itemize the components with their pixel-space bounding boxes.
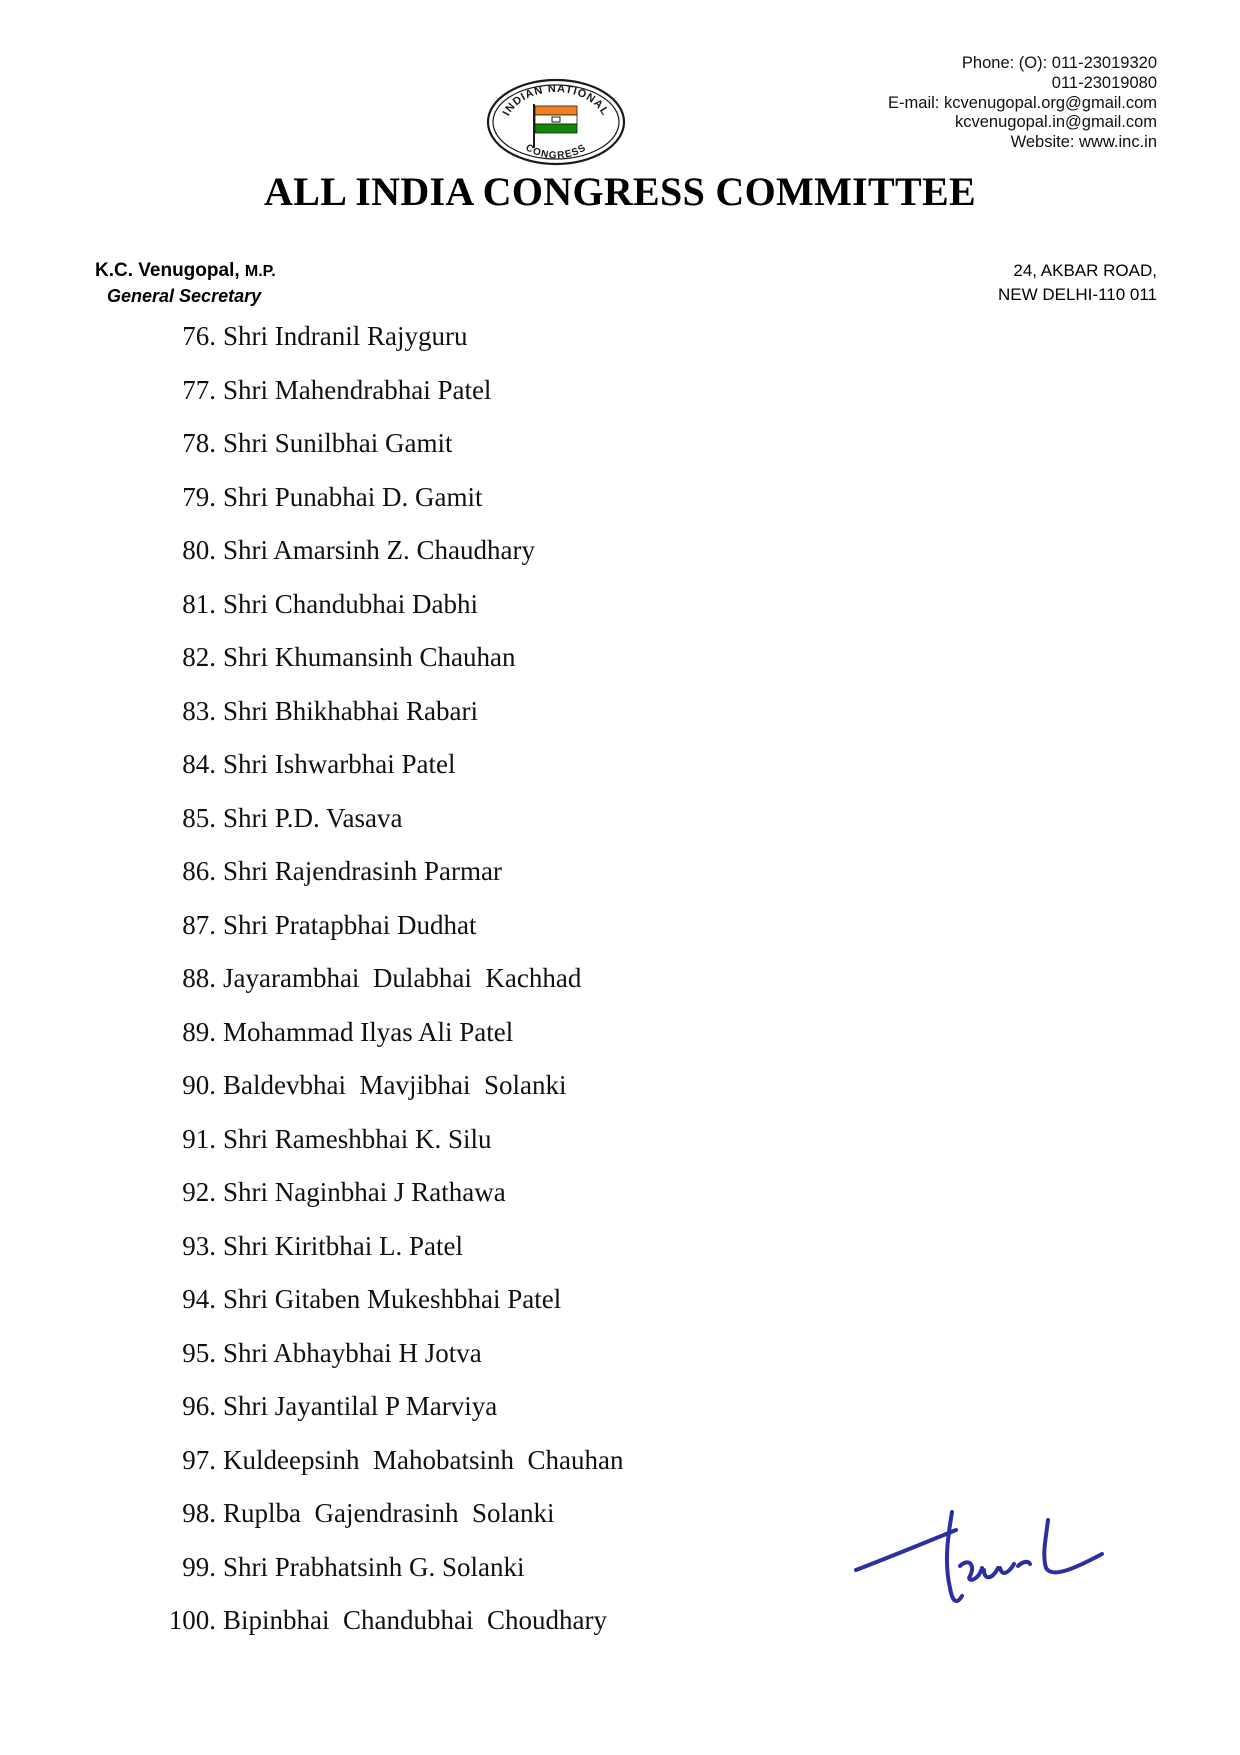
list-item [0, 1487, 900, 1541]
list-item [0, 1380, 900, 1434]
address-line-2: NEW DELHI-110 011 [997, 285, 1157, 304]
list-item [0, 631, 900, 685]
list-item [0, 1594, 900, 1648]
list-item-name: Shri Indranil Rajyguru [223, 321, 468, 351]
list-item [0, 899, 900, 953]
list-item [0, 792, 900, 846]
list-item-number: 80. [182, 535, 216, 565]
list-item-name: Shri Khumansinh Chauhan [223, 642, 516, 672]
page-title: ALL INDIA CONGRESS COMMITTEE [264, 169, 976, 214]
list-item-number: 87. [182, 909, 216, 940]
list-item-number: 88. [182, 963, 216, 993]
logo-top-text: INDIAN NATIONAL [500, 82, 612, 119]
list-item [0, 1434, 900, 1488]
list-item-name: Bipinbhai Chandubhai Choudhary [223, 1605, 607, 1635]
list-item [0, 578, 900, 632]
list-item-number: 96. [182, 1391, 216, 1421]
list-item-name: Shri Punabhai D. Gamit [223, 481, 483, 512]
contact-block [888, 54, 1157, 153]
list-item-name: Jayarambhai Dulabhai Kachhad [223, 963, 582, 993]
handwritten-signature [852, 1508, 1122, 1613]
list-item-number: 99. [182, 1551, 216, 1582]
list-item [0, 1006, 900, 1060]
list-item [0, 1059, 900, 1113]
list-item [0, 471, 900, 525]
list-item [0, 845, 900, 899]
list-item-number: 82. [182, 642, 216, 672]
list-item [0, 1113, 900, 1167]
list-item-number: 81. [182, 588, 216, 619]
list-item-number: 91. [182, 1123, 216, 1154]
list-item-number: 78. [182, 428, 216, 458]
list-item [0, 1220, 900, 1274]
list-item-name: Shri Sunilbhai Gamit [223, 428, 453, 458]
list-item [0, 1273, 900, 1327]
list-item-name: Shri Rajendrasinh Parmar [223, 856, 502, 886]
sender-role: General Secretary [107, 286, 262, 306]
list-item-number: 85. [182, 802, 216, 833]
list-item-number: 97. [182, 1444, 216, 1475]
list-item [0, 1166, 900, 1220]
list-item-name: Shri Rameshbhai K. Silu [223, 1123, 492, 1154]
list-item-number: 86. [182, 856, 216, 886]
list-item-name: Shri Kiritbhai L. Patel [223, 1230, 463, 1261]
list-item-number: 100. [168, 1605, 216, 1635]
list-item-number: 92. [182, 1177, 216, 1207]
list-item-name: Shri Bhikhabhai Rabari [223, 695, 478, 726]
list-item [0, 685, 900, 739]
list-item [0, 738, 900, 792]
list-item-name: Ruplba Gajendrasinh Solanki [223, 1498, 555, 1528]
list-item [0, 1541, 900, 1595]
address-block [998, 259, 1157, 307]
list-item-number: 79. [182, 481, 216, 512]
email-line-1: E-mail: kcvenugopal.org@gmail.com [888, 93, 1157, 112]
list-item [0, 417, 900, 471]
list-item [0, 952, 900, 1006]
list-item-name: Shri Chandubhai Dabhi [223, 588, 478, 619]
list-item-number: 83. [182, 695, 216, 726]
list-item [0, 364, 900, 418]
list-item-name: Shri Gitaben Mukeshbhai Patel [223, 1284, 562, 1314]
list-item-name: Shri P.D. Vasava [223, 802, 403, 833]
list-item-number: 89. [182, 1016, 216, 1047]
sender-suffix: M.P. [244, 263, 276, 280]
list-item-number: 93. [182, 1230, 216, 1261]
list-item-number: 76. [182, 321, 216, 351]
phone-line-1: Phone: (O): 011-23019320 [961, 54, 1157, 72]
list-item [0, 524, 900, 578]
logo-bottom-text: CONGRESS [523, 142, 589, 162]
phone-line-2: 011-23019080 [1051, 73, 1157, 92]
list-item-number: 84. [182, 749, 216, 779]
member-list [0, 310, 900, 1648]
list-item-name: Shri Pratapbhai Dudhat [223, 909, 477, 940]
sender-name-line [95, 259, 276, 284]
list-item-number: 95. [182, 1337, 216, 1368]
list-item-name: Shri Jayantilal P Marviya [223, 1391, 498, 1421]
list-item-name: Shri Abhaybhai H Jotva [223, 1337, 482, 1368]
list-item-name: Shri Naginbhai J Rathawa [223, 1177, 506, 1207]
list-item-name: Shri Mahendrabhai Patel [223, 374, 492, 405]
list-item-name: Baldevbhai Mavjibhai Solanki [223, 1070, 567, 1100]
list-item-name: Shri Ishwarbhai Patel [223, 749, 456, 779]
list-item-number: 90. [182, 1070, 216, 1100]
list-item-name: Mohammad Ilyas Ali Patel [223, 1016, 514, 1047]
inc-logo [484, 76, 628, 166]
email-line-2: kcvenugopal.in@gmail.com [954, 113, 1157, 132]
list-item [0, 1327, 900, 1381]
list-item-name: Kuldeepsinh Mahobatsinh Chauhan [223, 1444, 624, 1475]
sender-name: K.C. Venugopal, [95, 260, 240, 281]
list-item-number: 77. [182, 374, 216, 405]
list-item-name: Shri Amarsinh Z. Chaudhary [223, 535, 535, 565]
website-line: Website: www.inc.in [1010, 133, 1157, 152]
list-item-number: 94. [182, 1284, 216, 1314]
list-item-number: 98. [182, 1498, 216, 1528]
address-line-1: 24, AKBAR ROAD, [1013, 261, 1157, 280]
sender-block [95, 259, 276, 308]
list-item [0, 310, 900, 364]
list-item-name: Shri Prabhatsinh G. Solanki [223, 1551, 525, 1582]
